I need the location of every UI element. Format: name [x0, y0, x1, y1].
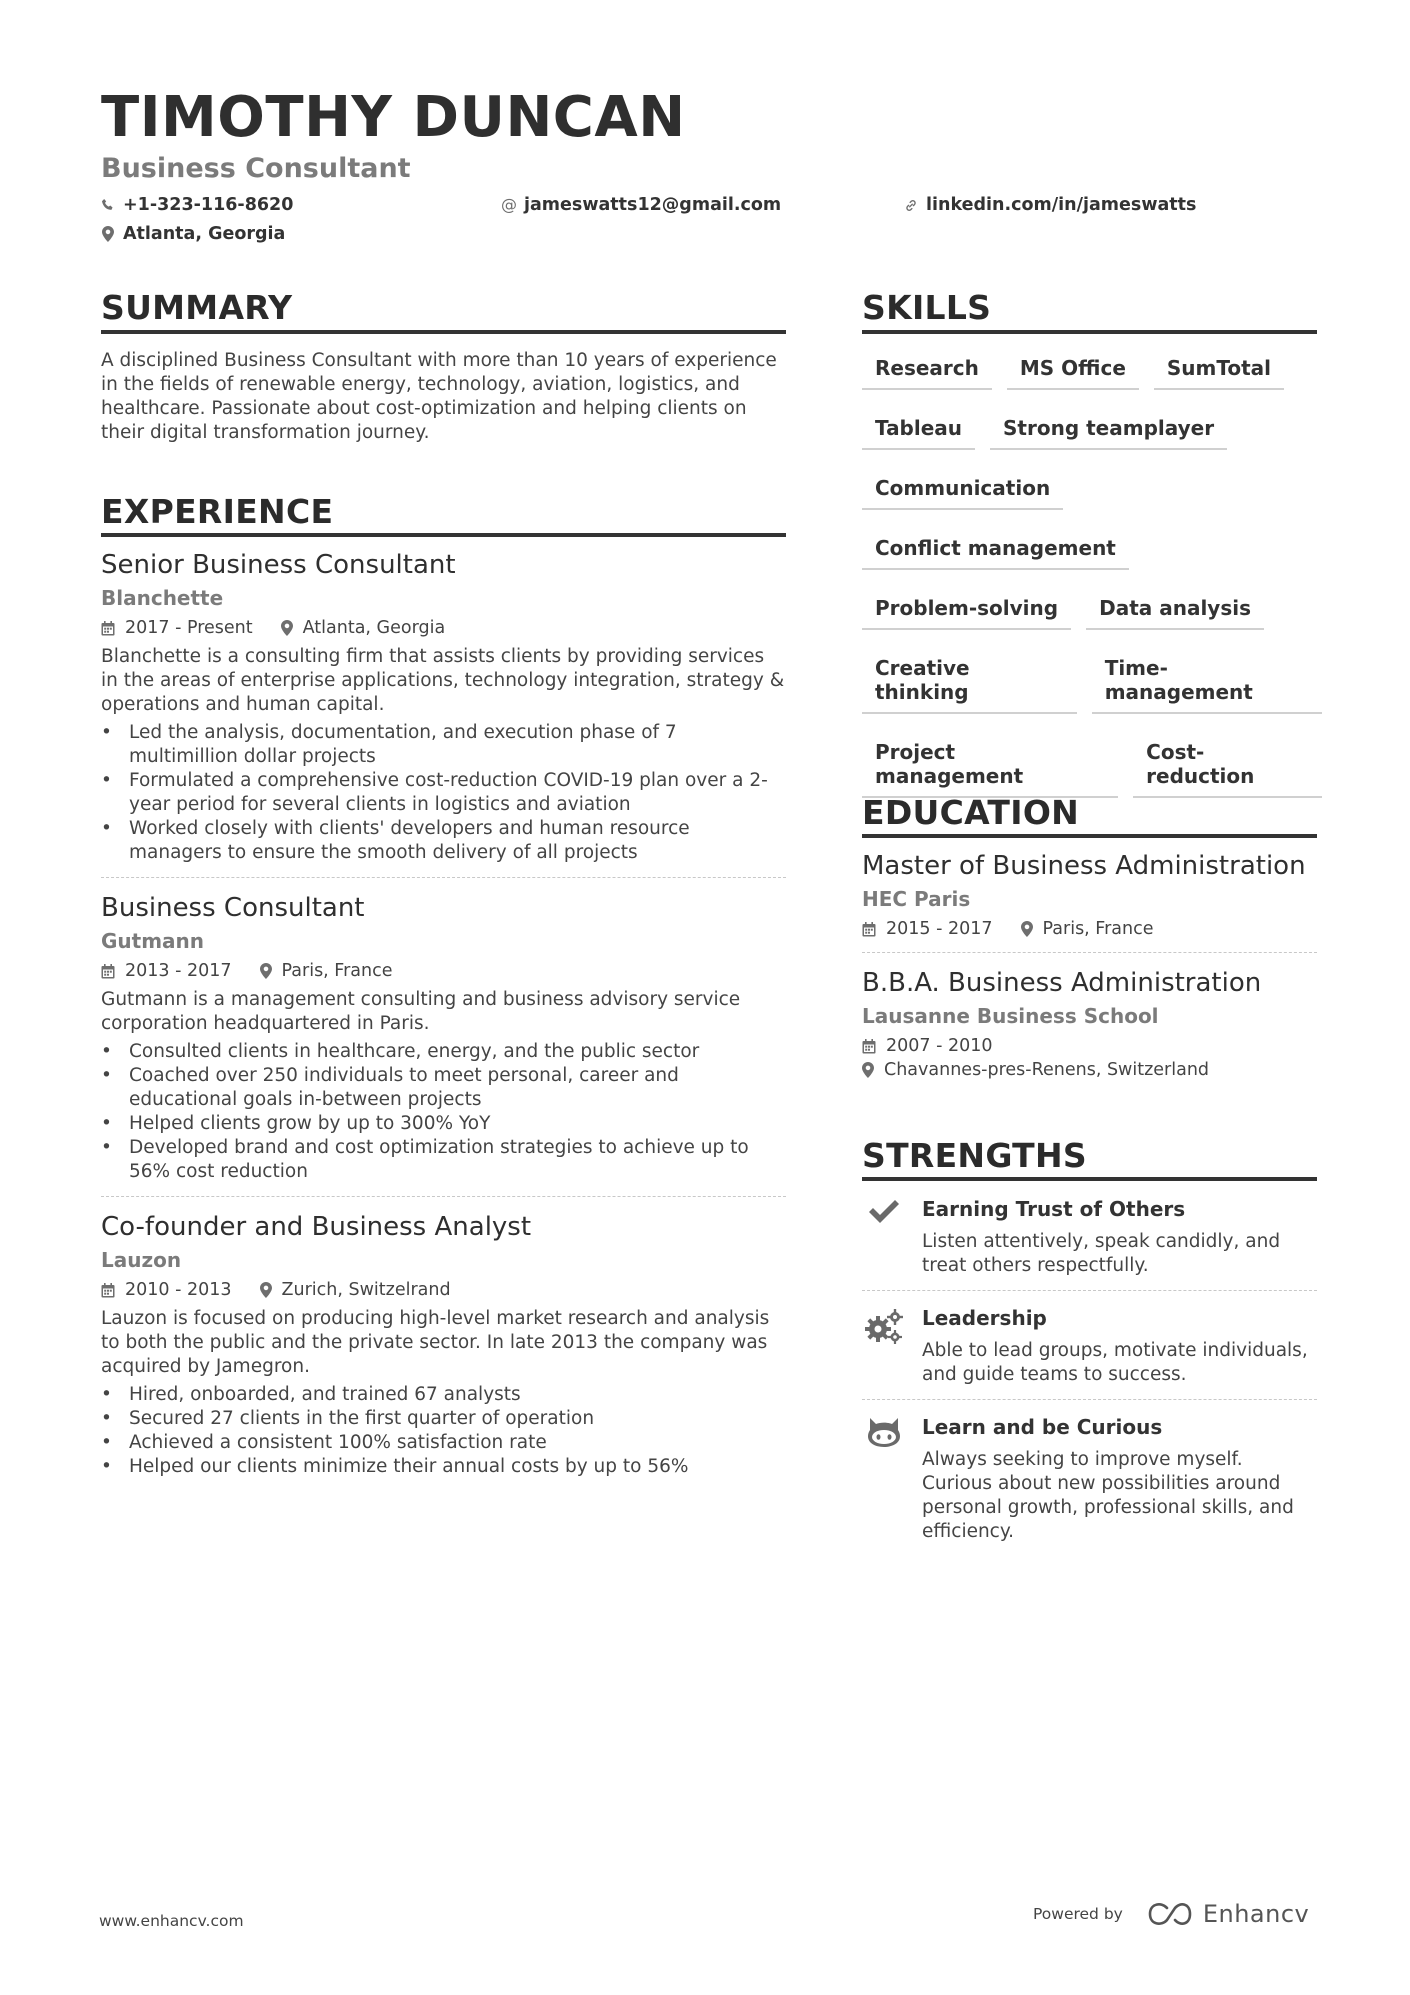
contact-email[interactable]	[502, 194, 781, 216]
experience-item	[101, 1211, 786, 1479]
gears-icon	[864, 1307, 904, 1345]
location-pin-icon	[260, 963, 272, 979]
job-bullet: • Formulated a comprehensive cost-reduction COVID-19 plan over a 2-year period for several clients in logistics and aviation	[101, 769, 786, 817]
skill-tag: Tableau	[862, 408, 975, 450]
phone-icon	[101, 197, 115, 213]
skills-heading: SKILLS	[862, 288, 992, 327]
job-location: Paris, France	[281, 961, 393, 981]
job-bullet: • Developed brand and cost optimization strategies to achieve up to 56% cost reduction	[101, 1136, 786, 1184]
job-meta	[101, 1279, 786, 1301]
candidate-name: TIMOTHY DUNCAN	[101, 85, 686, 150]
skills-divider	[862, 330, 1317, 334]
footer-branding	[1033, 1900, 1309, 1928]
job-description: Lauzon is focused on producing high-level market research and analysis to both the public and the private sector. In late 2013 the company was acquired by Jamegron.	[101, 1308, 770, 1377]
education-school: HEC Paris	[862, 887, 971, 911]
skill-tag: Research	[862, 348, 992, 390]
job-description: Gutmann is a management consulting and business advisory service corporation headquartered in Paris.	[101, 989, 741, 1034]
job-bullet: • Helped clients grow by up to 300% YoY	[101, 1112, 786, 1136]
enhancv-logo-text: Enhancv	[1202, 1900, 1310, 1928]
experience-heading: EXPERIENCE	[101, 492, 334, 531]
strength-separator	[862, 1290, 1317, 1291]
job-location: Zurich, Switzelrand	[281, 1280, 451, 1300]
skill-tag: Conflict management	[862, 528, 1129, 570]
summary-divider	[101, 330, 786, 334]
education-location: Paris, France	[1042, 919, 1154, 939]
strength-description: Always seeking to improve myself. Curious about new possibilities around personal growth, professional skills, and efficiency.	[922, 1449, 1294, 1542]
job-bullet: • Worked closely with clients' developers and human resource managers to ensure the smooth delivery of all projects	[101, 817, 786, 865]
job-location: Atlanta, Georgia	[302, 618, 446, 638]
strength-title: Learn and be Curious	[922, 1415, 1163, 1439]
job-bullets	[101, 721, 786, 865]
job-separator	[101, 877, 786, 878]
job-separator	[101, 1196, 786, 1197]
education-location: Chavannes-pres-Renens, Switzerland	[884, 1060, 1210, 1080]
skill-tag: Strong teamplayer	[990, 408, 1227, 450]
job-bullet: • Consulted clients in healthcare, energy, and the public sector	[101, 1040, 786, 1064]
job-bullet: • Secured 27 clients in the first quarter of operation	[101, 1407, 786, 1431]
job-dates: 2013 - 2017	[125, 961, 232, 981]
job-bullet: • Helped our clients minimize their annual costs by up to 56%	[101, 1455, 786, 1479]
phone-text: +1-323-116-8620	[123, 195, 294, 215]
contact-location	[101, 223, 285, 245]
job-bullet: • Achieved a consistent 100% satisfaction rate	[101, 1431, 786, 1455]
email-text: jameswatts12@gmail.com	[524, 195, 782, 215]
job-role: Business Consultant	[101, 893, 365, 923]
strength-item	[862, 1196, 1317, 1278]
enhancv-logo-icon	[1147, 1902, 1193, 1926]
job-company: Blanchette	[101, 586, 224, 610]
powered-by-label: Powered by	[1033, 1905, 1123, 1923]
contact-linkedin[interactable]	[904, 194, 1196, 216]
job-description: Blanchette is a consulting firm that assists clients by providing services in the areas of enterprise applications, technology integration, strategy & operations and human capital.	[101, 646, 785, 715]
calendar-icon	[101, 964, 115, 979]
education-list	[862, 850, 1317, 1081]
github-cat-icon	[866, 1416, 902, 1448]
job-bullet: • Coached over 250 individuals to meet personal, career and educational goals in-between projects	[101, 1064, 786, 1112]
linkedin-text: linkedin.com/in/jameswatts	[926, 195, 1197, 215]
strengths-heading: STRENGTHS	[862, 1136, 1087, 1175]
education-dates: 2007 - 2010	[886, 1036, 993, 1056]
education-separator	[862, 952, 1317, 953]
calendar-icon	[101, 621, 115, 636]
skill-tag: Communication	[862, 468, 1063, 510]
strength-description: Listen attentively, speak candidly, and treat others respectfully.	[922, 1231, 1281, 1276]
job-company: Gutmann	[101, 929, 205, 953]
skill-tag: SumTotal	[1154, 348, 1284, 390]
skill-tag: Creative thinking	[862, 648, 1077, 714]
strengths-divider	[862, 1177, 1317, 1181]
education-degree: B.B.A. Business Administration	[862, 968, 1262, 998]
at-icon: @	[501, 195, 517, 214]
job-bullet: • Led the analysis, documentation, and execution phase of 7 multimillion dollar projects	[101, 721, 786, 769]
location-pin-icon	[281, 620, 293, 636]
education-divider	[862, 834, 1317, 838]
footer-website[interactable]: www.enhancv.com	[99, 1912, 244, 1930]
education-meta	[862, 918, 1317, 940]
skill-tag: Problem-solving	[862, 588, 1071, 630]
job-bullet: • Hired, onboarded, and trained 67 analysts	[101, 1383, 786, 1407]
candidate-title: Business Consultant	[101, 153, 411, 184]
education-meta	[862, 1035, 1317, 1057]
job-dates: 2010 - 2013	[125, 1280, 232, 1300]
job-role: Senior Business Consultant	[101, 550, 456, 580]
summary-heading: SUMMARY	[101, 288, 293, 327]
calendar-icon	[101, 1283, 115, 1298]
summary-text: A disciplined Business Consultant with more than 10 years of experience in the fields of renewable energy, technology, aviation, logistics, and healthcare. Passionate about cost-optimization and helping clients on their digital transformation journey.	[101, 350, 777, 443]
experience-list	[101, 549, 786, 1479]
education-item	[862, 967, 1317, 1081]
job-role: Co-founder and Business Analyst	[101, 1212, 532, 1242]
enhancv-logo[interactable]	[1147, 1900, 1309, 1928]
checkmark-icon	[867, 1198, 901, 1224]
education-heading: EDUCATION	[862, 793, 1080, 832]
job-dates: 2017 - Present	[125, 618, 253, 638]
strength-title: Leadership	[922, 1306, 1047, 1330]
location-pin-icon	[101, 226, 115, 242]
location-pin-icon	[1021, 921, 1033, 937]
experience-item	[101, 892, 786, 1184]
skills-list	[862, 348, 1322, 816]
experience-item	[101, 549, 786, 865]
skill-tag: Cost-reduction	[1133, 732, 1322, 798]
skill-tag: Project management	[862, 732, 1118, 798]
education-dates: 2015 - 2017	[886, 919, 993, 939]
link-icon	[904, 197, 918, 213]
skill-tag: Data analysis	[1086, 588, 1264, 630]
job-bullets	[101, 1040, 786, 1184]
calendar-icon	[862, 1039, 876, 1054]
location-pin-icon	[260, 1282, 272, 1298]
location-pin-icon	[862, 1062, 874, 1078]
location-text: Atlanta, Georgia	[123, 224, 286, 244]
strength-description: Able to lead groups, motivate individuals, and guide teams to success.	[922, 1340, 1308, 1385]
skill-tag: MS Office	[1007, 348, 1139, 390]
job-meta	[101, 617, 786, 639]
contact-phone[interactable]	[101, 194, 293, 216]
job-company: Lauzon	[101, 1248, 182, 1272]
skill-tag: Time-management	[1092, 648, 1322, 714]
job-meta	[101, 960, 786, 982]
strength-item	[862, 1305, 1317, 1387]
education-school: Lausanne Business School	[862, 1004, 1159, 1028]
strength-item	[862, 1414, 1317, 1544]
strength-separator	[862, 1399, 1317, 1400]
education-meta	[862, 1059, 1317, 1081]
experience-divider	[101, 533, 786, 537]
calendar-icon	[862, 922, 876, 937]
education-degree: Master of Business Administration	[862, 851, 1306, 881]
strength-title: Earning Trust of Others	[922, 1197, 1186, 1221]
education-item	[862, 850, 1317, 940]
job-bullets	[101, 1383, 786, 1479]
strengths-list	[862, 1196, 1317, 1544]
